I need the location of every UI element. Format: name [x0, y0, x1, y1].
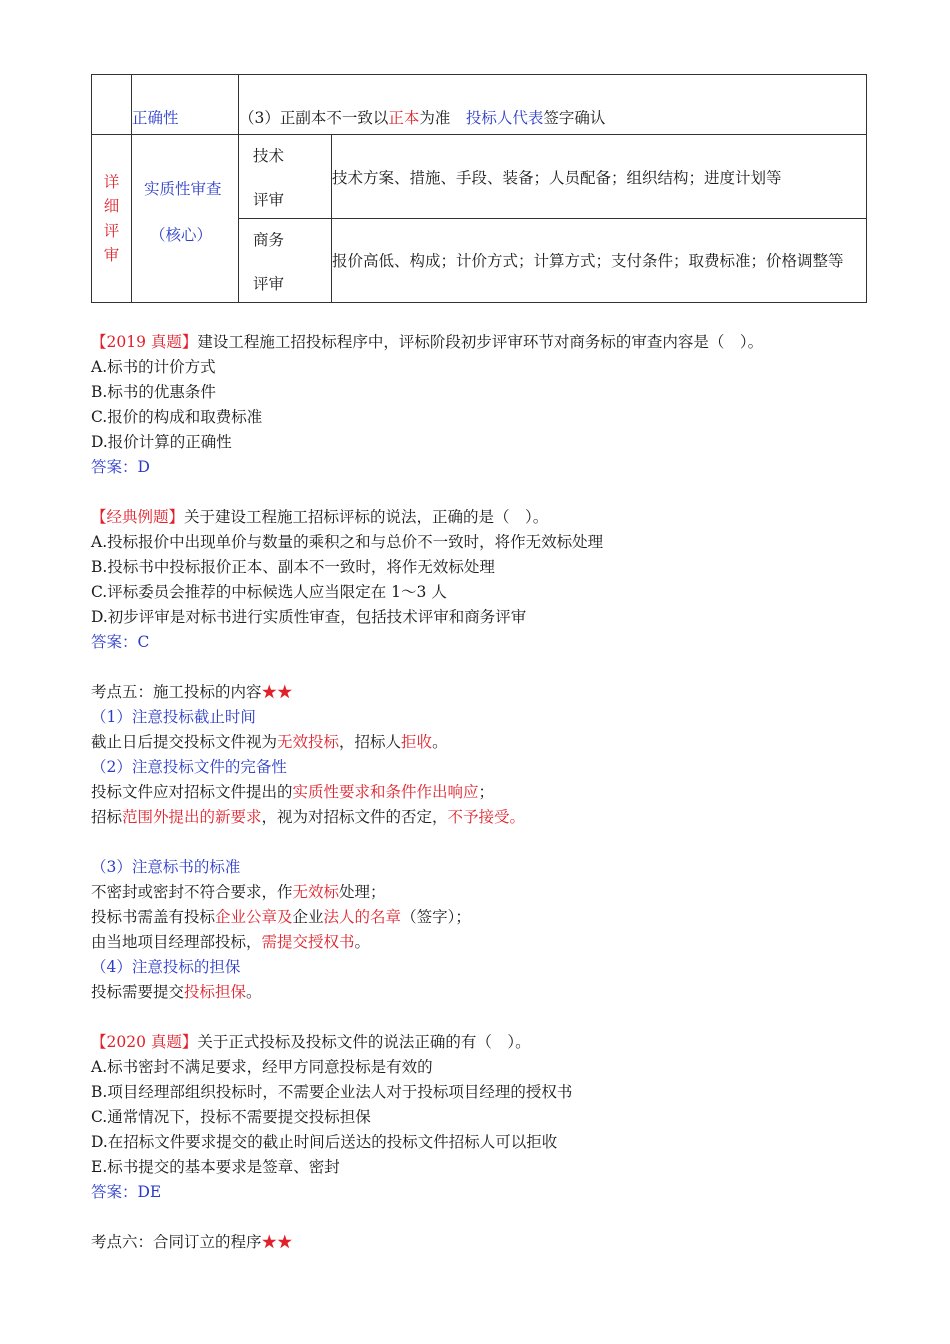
group-sub-substantive-review: [132, 135, 239, 303]
kp5-heading-2: （2）注意投标文件的完备性: [91, 758, 287, 776]
group-label-detailed-review: 详 细 评 审: [92, 135, 132, 303]
biz-review-label-cell: [239, 219, 332, 303]
row-label-correctness: 正确性: [132, 75, 239, 135]
option-d: D.报价计算的正确性: [91, 433, 232, 451]
text-segment: 投标书需盖有投标: [91, 908, 216, 926]
rich-line: [239, 109, 605, 127]
option-a: A.标书的计价方式: [91, 358, 216, 376]
text-segment: 企业: [292, 908, 324, 926]
option-b: B.标书的优惠条件: [91, 383, 216, 401]
highlight-text: 范围外提出的新要求: [122, 808, 262, 826]
core-label: （核心）: [150, 225, 213, 244]
tech-label-bottom: 评审: [253, 190, 285, 209]
tech-review-content: 技术方案、措施、手段、装备；人员配备；组织结构；进度计划等: [332, 135, 867, 219]
option-b: B.项目经理部组织投标时，不需要企业法人对于投标项目经理的授权书: [91, 1083, 573, 1101]
highlight-text: 投标担保: [184, 983, 247, 1001]
evaluation-table: [91, 74, 867, 303]
kp5-line: [91, 980, 866, 1005]
star-rating: ★★: [261, 1233, 293, 1251]
text-segment: ，视为对招标文件的否定，: [261, 808, 448, 826]
star-rating: ★★: [261, 683, 293, 701]
question-classic-stem: 【经典例题】关于建设工程施工招标评标的说法，正确的是（ ）。: [91, 508, 549, 526]
kp5-line: [91, 905, 866, 930]
text-segment: 为准: [419, 109, 466, 127]
text-segment: 由当地项目经理部投标，: [91, 933, 262, 951]
biz-review-content: 报价高低、构成；计价方式；计算方式；支付条件；取费标准；价格调整等: [332, 219, 867, 303]
kp5-heading-3: （3）注意标书的标准: [91, 858, 241, 876]
text-segment: （签字）；: [401, 908, 471, 926]
text-segment: 签字确认: [543, 109, 606, 127]
highlight-text: 正本: [388, 109, 420, 127]
question-tag: 【2020 真题】: [91, 1033, 198, 1051]
keypoint-6-title: 考点六：合同订立的程序★★: [91, 1233, 293, 1251]
option-c: C.通常情况下，投标不需要提交投标担保: [91, 1108, 371, 1126]
biz-label-top: 商务: [253, 230, 285, 249]
highlight-text: 企业公章及: [215, 908, 293, 926]
highlight-text: 实质性要求和条件作出响应: [292, 783, 479, 801]
answer-2020: 答案：DE: [91, 1183, 162, 1201]
highlight-text: 不予接受。: [447, 808, 526, 826]
kp5-line: [91, 730, 866, 755]
text-segment: 投标需要提交: [91, 983, 185, 1001]
option-e: E.标书提交的基本要求是签章、密封: [91, 1158, 340, 1176]
text-segment: 处理；: [339, 883, 386, 901]
text-segment: 截止日后提交投标文件视为: [91, 733, 278, 751]
text-segment: ，招标人: [339, 733, 402, 751]
highlight-text: 投标人代表: [465, 109, 544, 127]
kp5-heading-4: （4）注意投标的担保: [91, 958, 241, 976]
text-segment: ；: [478, 783, 495, 801]
document-page: [91, 74, 866, 1255]
question-2020-stem: 【2020 真题】关于正式投标及投标文件的说法正确的有（ ）。: [91, 1033, 531, 1051]
kp5-line: [91, 880, 866, 905]
option-a: A.标书密封不满足要求，经甲方同意投标是有效的: [91, 1058, 433, 1076]
highlight-text: 法人的名章: [323, 908, 402, 926]
keypoint-5-title: 考点五：施工投标的内容★★: [91, 683, 293, 701]
question-tag: 【2019 真题】: [91, 333, 198, 351]
kp5-line: [91, 930, 866, 955]
text-segment: 。: [432, 733, 448, 751]
text-segment: 投标文件应对招标文件提出的: [91, 783, 293, 801]
option-d: D.初步评审是对标书进行实质性审查，包括技术评审和商务评审: [91, 608, 527, 626]
option-a: A.投标报价中出现单价与数量的乘积之和与总价不一致时，将作无效标处理: [91, 533, 604, 551]
option-c: C.报价的构成和取费标准: [91, 408, 263, 426]
kp5-heading-1: （1）注意投标截止时间: [91, 708, 256, 726]
question-tag: 【经典例题】: [91, 508, 185, 526]
table-cell-empty: [92, 75, 132, 135]
option-c: C.评标委员会推荐的中标候选人应当限定在 1～3 人: [91, 583, 447, 601]
text-segment: 招标: [91, 808, 123, 826]
answer-classic: 答案：C: [91, 633, 150, 651]
table-row: [92, 135, 867, 219]
question-2019-stem: 【2019 真题】建设工程施工招投标程序中，评标阶段初步评审环节对商务标的审查内容是（ ）。: [91, 333, 764, 351]
option-d: D.在招标文件要求提交的截止时间后送达的投标文件招标人可以拒收: [91, 1133, 558, 1151]
row-content-correctness: [239, 75, 867, 135]
option-b: B.投标书中投标报价正本、副本不一致时，将作无效标处理: [91, 558, 495, 576]
highlight-text: 需提交授权书: [261, 933, 355, 951]
highlight-text: 无效投标: [277, 733, 340, 751]
tech-review-label-cell: [239, 135, 332, 219]
substantive-review-label: 实质性审查: [144, 179, 222, 198]
text-segment: 不密封或密封不符合要求，作: [91, 883, 293, 901]
table-row: [92, 75, 867, 135]
text-segment: 。: [354, 933, 371, 951]
biz-label-bottom: 评审: [253, 274, 285, 293]
highlight-text: 拒收: [401, 733, 433, 751]
text-segment: （3）正副本不一致以: [239, 109, 389, 127]
kp5-line: [91, 780, 866, 805]
kp5-line: [91, 805, 866, 830]
answer-2019: 答案：D: [91, 458, 150, 476]
text-segment: 。: [246, 983, 262, 1001]
tech-label-top: 技术: [253, 146, 285, 165]
highlight-text: 无效标: [292, 883, 340, 901]
